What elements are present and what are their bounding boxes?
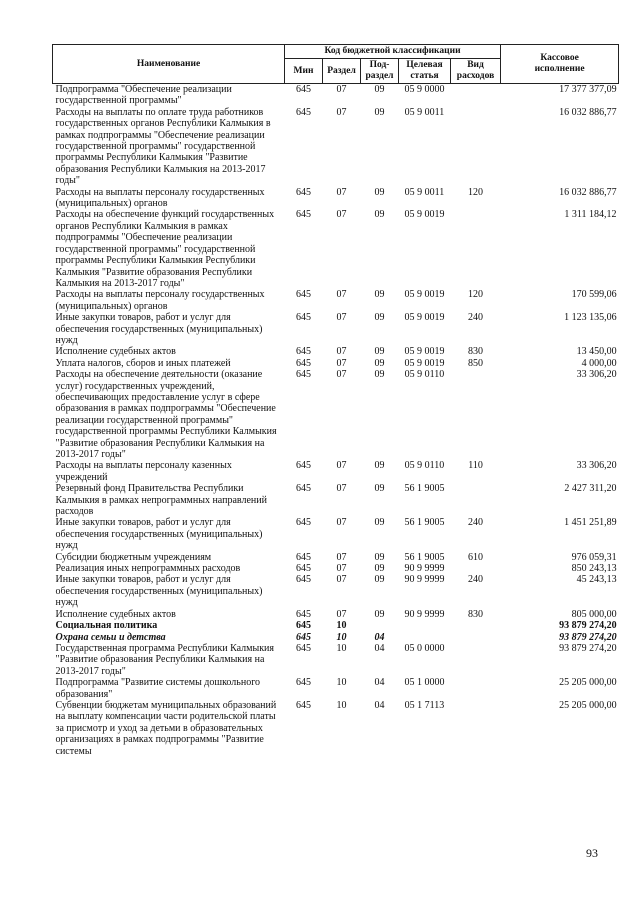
row-name: Государственная программа Республики Калмыкия "Развитие образования Республики Калмыкия на 2013-2017 годы" [55, 642, 275, 677]
row-vid: 240 [468, 517, 484, 529]
row-celevaya: 90 9 9999 [404, 563, 445, 575]
row-amount: 850 243,13 [571, 563, 617, 575]
row-name: Расходы на обеспечение функций государственных органов Республики Калмыкия в рамках подпрограммы "Обеспечение реализации государственной программы" государственной программы Республики Калмыкия Республики Калмыкия "Развитие образования Республики Калмыкия на 2013-2017 годы" [55, 209, 275, 289]
row-podrazdel: 09 [374, 563, 385, 575]
row-podrazdel: 09 [374, 369, 385, 381]
row-vid [451, 700, 501, 757]
table-row [53, 289, 619, 312]
row-razdel: 07 [336, 84, 347, 95]
row-celevaya [399, 632, 451, 643]
row-vid: 610 [468, 551, 484, 563]
row-vid: 120 [468, 186, 484, 198]
table-row [53, 187, 619, 210]
row-name: Расходы на обеспечение деятельности (оказание услуг) государственных учреждений, обеспечивающих предоставление услуг в сфере образования в рамках подпрограммы "Обеспечение реализации государственной программы" государственной программы Республики Калмыкия "Развитие образования Республики Калмыкия на 2013-2017 годы" [55, 369, 277, 460]
table-row [53, 483, 619, 517]
row-celevaya: 56 1 9005 [404, 483, 445, 495]
row-min: 645 [296, 289, 311, 301]
row-name: Расходы на выплаты персоналу государственных (муниципальных) органов [55, 186, 265, 210]
row-amount: 16 032 886,77 [559, 106, 617, 118]
row-min: 645 [296, 460, 311, 472]
row-amount: 33 306,20 [576, 460, 617, 472]
row-razdel: 07 [336, 517, 347, 529]
row-name: Расходы на выплаты персоналу государственных (муниципальных) органов [55, 289, 265, 312]
table-row [53, 460, 619, 483]
row-min: 645 [296, 357, 311, 369]
row-min: 645 [296, 346, 311, 358]
row-min: 645 [296, 209, 311, 221]
row-podrazdel: 04 [374, 642, 385, 654]
row-podrazdel: 09 [374, 574, 385, 586]
row-min: 645 [296, 642, 311, 654]
row-name: Реализация иных непрограммных расходов [55, 563, 241, 575]
table-row [53, 346, 619, 357]
row-podrazdel: 09 [374, 106, 385, 118]
row-celevaya: 56 1 9005 [404, 551, 445, 563]
table-row [53, 84, 619, 107]
table-row [53, 632, 619, 643]
row-celevaya: 90 9 9999 [404, 608, 445, 620]
row-amount: 805 000,00 [571, 608, 617, 620]
row-podrazdel: 09 [374, 608, 385, 620]
row-podrazdel: 09 [374, 483, 385, 495]
row-name: Расходы на выплаты персоналу казенных учреждений [55, 460, 232, 483]
row-vid [451, 632, 501, 643]
row-razdel: 07 [336, 369, 347, 381]
row-podrazdel: 09 [374, 186, 385, 198]
row-amount: 1 311 184,12 [564, 209, 617, 221]
row-name: Субсидии бюджетным учреждениям [55, 551, 212, 563]
row-vid [451, 84, 501, 107]
row-razdel: 07 [336, 551, 347, 563]
row-celevaya: 56 1 9005 [404, 517, 445, 529]
row-vid [451, 643, 501, 677]
row-celevaya: 05 1 7113 [404, 699, 445, 711]
row-celevaya: 05 9 0019 [404, 209, 445, 221]
row-vid [451, 209, 501, 289]
row-podrazdel: 09 [374, 517, 385, 529]
row-podrazdel: 09 [374, 312, 385, 324]
row-min: 645 [296, 186, 311, 198]
row-amount: 25 205 000,00 [559, 699, 617, 711]
row-name: Исполнение судебных актов [55, 608, 176, 620]
row-name: Исполнение судебных актов [55, 346, 176, 358]
row-vid [451, 563, 501, 574]
row-name: Резервный фонд Правительства Республики Калмыкия в рамках непрограммных направлений расходов [55, 483, 267, 518]
row-name: Иные закупки товаров, работ и услуг для обеспечения государственных (муниципальных) нужд [55, 312, 263, 346]
row-name: Субвенции бюджетам муниципальных образований на выплату компенсации части родительской платы за присмотр и уход за детьми в образовательных организациях в рамках подпрограммы "Развитие системы [55, 699, 277, 757]
table-row [53, 609, 619, 620]
header-podrazdel: Под- раздел [361, 59, 399, 84]
row-razdel: 07 [336, 483, 347, 495]
table-header [53, 45, 619, 84]
row-podrazdel: 09 [374, 209, 385, 221]
row-podrazdel: 09 [374, 289, 385, 301]
row-razdel: 07 [336, 209, 347, 221]
budget-table-sheet [52, 44, 618, 757]
row-podrazdel: 04 [374, 677, 385, 689]
row-amount: 45 243,13 [576, 574, 617, 586]
header-celevaya: Целевая статья [399, 59, 451, 84]
row-name: Подпрограмма "Развитие системы дошкольного образования" [55, 677, 261, 700]
row-razdel: 07 [336, 186, 347, 198]
row-amount: 1 451 251,89 [564, 517, 617, 529]
row-amount: 93 879 274,20 [559, 620, 617, 632]
table-row [53, 358, 619, 369]
row-min: 645 [296, 699, 311, 711]
header-kassovoe: Кассовое исполнение [501, 45, 619, 84]
row-amount: 93 879 274,20 [559, 631, 617, 643]
row-celevaya: 05 9 0110 [404, 460, 445, 472]
row-podrazdel: 04 [374, 631, 385, 643]
row-celevaya: 05 9 0000 [404, 84, 445, 95]
row-celevaya: 05 9 0110 [404, 369, 445, 381]
row-razdel: 07 [336, 346, 347, 358]
table-row [53, 107, 619, 187]
row-podrazdel: 09 [374, 460, 385, 472]
row-amount: 976 059,31 [571, 551, 617, 563]
row-min: 645 [296, 620, 311, 632]
row-razdel: 10 [336, 677, 347, 689]
row-name: Иные закупки товаров, работ и услуг для обеспечения государственных (муниципальных) нужд [55, 574, 263, 609]
table-row [53, 700, 619, 757]
budget-table [52, 44, 619, 757]
row-min: 645 [296, 517, 311, 529]
row-celevaya: 05 9 0019 [404, 289, 445, 301]
row-amount: 4 000,00 [581, 357, 617, 369]
row-celevaya: 90 9 9999 [404, 574, 445, 586]
table-row [53, 209, 619, 289]
row-vid [451, 677, 501, 700]
row-min: 645 [296, 608, 311, 620]
row-podrazdel [361, 620, 399, 631]
row-amount: 25 205 000,00 [559, 677, 617, 689]
row-celevaya: 05 9 0011 [404, 186, 445, 198]
table-body [53, 84, 619, 757]
row-razdel: 07 [336, 289, 347, 301]
row-vid: 110 [468, 460, 483, 472]
row-min: 645 [296, 631, 311, 643]
page-number: 93 [586, 846, 598, 860]
row-celevaya: 05 9 0019 [404, 357, 445, 369]
row-min: 645 [296, 312, 311, 324]
row-vid: 240 [468, 312, 484, 324]
row-razdel: 10 [336, 699, 347, 711]
row-razdel: 10 [336, 631, 347, 643]
table-row [53, 517, 619, 551]
row-min: 645 [296, 483, 311, 495]
row-name: Иные закупки товаров, работ и услуг для обеспечения государственных (муниципальных) нужд [55, 517, 263, 552]
row-podrazdel: 09 [374, 357, 385, 369]
header-name: Наименование [53, 45, 285, 84]
header-vid: Вид расходов [451, 59, 501, 84]
table-row [53, 552, 619, 563]
row-celevaya: 05 9 0019 [404, 346, 445, 358]
row-vid [451, 369, 501, 460]
row-min: 645 [296, 84, 311, 95]
row-vid: 830 [468, 608, 484, 620]
table-row [53, 312, 619, 346]
table-row [53, 563, 619, 574]
row-vid: 240 [468, 574, 484, 586]
row-podrazdel: 09 [374, 84, 385, 95]
row-razdel: 07 [336, 312, 347, 324]
table-row [53, 369, 619, 460]
row-podrazdel: 09 [374, 346, 385, 358]
row-celevaya: 05 9 0019 [404, 312, 445, 324]
row-razdel: 07 [336, 460, 347, 472]
header-razdel: Раздел [323, 59, 361, 84]
row-vid: 830 [468, 346, 484, 358]
row-amount: 33 306,20 [576, 369, 617, 381]
row-vid: 120 [468, 289, 484, 301]
row-min: 645 [296, 563, 311, 575]
row-podrazdel: 04 [374, 699, 385, 711]
table-row [53, 574, 619, 608]
row-razdel: 07 [336, 106, 347, 118]
table-row [53, 643, 619, 677]
row-vid [451, 483, 501, 517]
row-min: 645 [296, 551, 311, 563]
row-name: Расходы на выплаты по оплате труда работников государственных органов Республики Калмыкия в рамках подпрограммы "Обеспечение реализации государственной программы" государственной программы Республики Калмыкия "Развитие образования Республики Калмыкия на 2013-2017 годы" [55, 106, 271, 187]
row-celevaya: 05 9 0011 [404, 106, 445, 118]
row-razdel: 10 [336, 642, 347, 654]
table-row [53, 620, 619, 631]
row-min: 645 [296, 369, 311, 381]
row-amount: 170 599,06 [571, 289, 617, 301]
row-razdel: 07 [336, 574, 347, 586]
row-vid: 850 [468, 357, 484, 369]
row-min: 645 [296, 574, 311, 586]
row-razdel: 07 [336, 563, 347, 575]
row-razdel: 07 [336, 357, 347, 369]
row-razdel: 07 [336, 608, 347, 620]
row-podrazdel: 09 [374, 551, 385, 563]
row-amount: 93 879 274,20 [559, 642, 617, 654]
row-name: Социальная политика [55, 620, 158, 632]
header-min: Мин [285, 59, 323, 84]
row-amount: 2 427 311,20 [564, 483, 617, 495]
table-row [53, 677, 619, 700]
row-celevaya [399, 620, 451, 631]
row-amount: 17 377 377,09 [559, 84, 617, 95]
row-celevaya: 05 0 0000 [404, 642, 445, 654]
row-amount: 13 450,00 [576, 346, 617, 358]
row-amount: 16 032 886,77 [559, 186, 617, 198]
row-name: Уплата налогов, сборов и иных платежей [55, 357, 231, 369]
row-min: 645 [296, 106, 311, 118]
row-name: Подпрограмма "Обеспечение реализации государственной программы" [55, 84, 232, 107]
row-min: 645 [296, 677, 311, 689]
row-vid [451, 620, 501, 631]
row-name: Охрана семьи и детства [55, 631, 166, 643]
row-razdel: 10 [336, 620, 347, 632]
row-amount: 1 123 135,06 [564, 312, 617, 324]
header-code-group: Код бюджетной классификации [285, 45, 501, 59]
row-celevaya: 05 1 0000 [404, 677, 445, 689]
row-vid [451, 107, 501, 187]
